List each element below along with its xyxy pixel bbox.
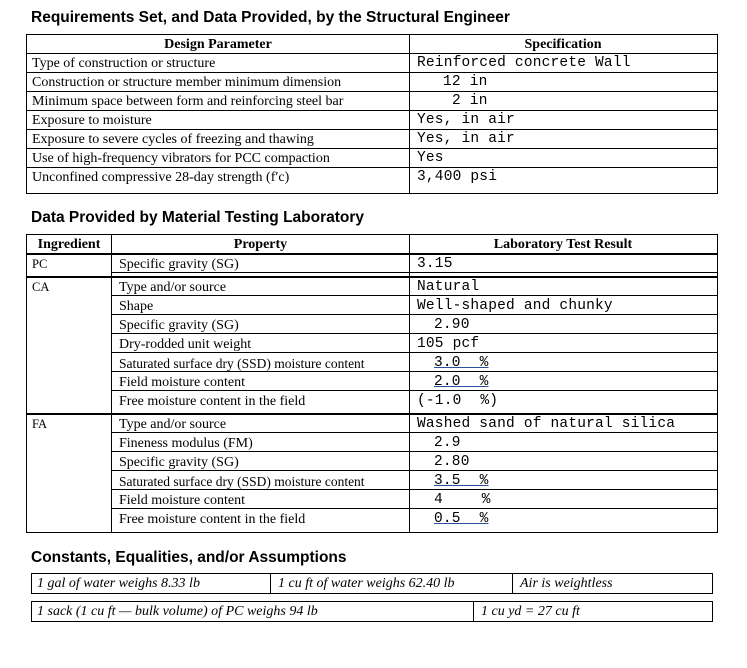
property-label: Specific gravity (SG) — [119, 257, 239, 272]
spec-value: Yes, in air — [417, 131, 515, 147]
spec-value: 3,400 psi — [417, 169, 498, 185]
property-label: Fineness modulus (FM) — [119, 436, 253, 451]
property-label: Free moisture content in the field — [119, 394, 306, 409]
param-label: Exposure to moisture — [32, 113, 152, 128]
result-value: Natural — [417, 279, 480, 295]
constant-cuft-water: 1 cu ft of water weighs 62.40 lb — [278, 576, 455, 591]
result-value: 0.5 % — [434, 511, 489, 527]
result-value: 2.9 — [434, 435, 461, 451]
spec-value: Yes — [417, 150, 444, 166]
property-label: Specific gravity (SG) — [119, 455, 239, 470]
property-label: Shape — [119, 299, 154, 314]
property-label: Saturated surface dry (SSD) moisture content — [119, 474, 365, 489]
property-label: Field moisture content — [119, 375, 245, 390]
property-label: Free moisture content in the field — [119, 512, 306, 527]
param-label: Construction or structure member minimum dimension — [32, 75, 342, 90]
result-value: 2.90 — [434, 317, 470, 333]
param-label: Unconfined compressive 28-day strength (f′c) — [32, 170, 290, 185]
section2-heading: Data Provided by Material Testing Laboratory — [31, 209, 365, 226]
spec-value: 12 in — [443, 74, 488, 90]
spec-value: Reinforced concrete Wall — [417, 55, 631, 71]
param-label: Use of high-frequency vibrators for PCC compaction — [32, 151, 330, 166]
property-label: Type and/or source — [119, 280, 227, 295]
col-property: Property — [233, 237, 288, 252]
constant-sack-pc: 1 sack (1 cu ft — bulk volume) of PC weighs 94 lb — [37, 604, 318, 619]
col-lab-result: Laboratory Test Result — [493, 237, 633, 252]
property-label: Specific gravity (SG) — [119, 318, 239, 333]
property-label: Dry-rodded unit weight — [119, 337, 252, 352]
col-design-parameter: Design Parameter — [164, 37, 272, 52]
param-label: Exposure to severe cycles of freezing and thawing — [32, 132, 314, 147]
constant-cuyd: 1 cu yd = 27 cu ft — [481, 604, 580, 619]
section3-heading: Constants, Equalities, and/or Assumptions — [31, 549, 347, 566]
result-value: 2.0 % — [434, 374, 489, 390]
constants-line-1 — [31, 573, 713, 594]
constants-line-2 — [31, 601, 713, 622]
ingredient-fa: FA — [32, 417, 48, 431]
result-value: (-1.0 %) — [417, 393, 499, 409]
result-value: 105 pcf — [417, 336, 480, 352]
result-value: 3.0 % — [434, 355, 489, 371]
constant-gal-water: 1 gal of water weighs 8.33 lb — [37, 576, 200, 591]
result-value: Well-shaped and chunky — [417, 298, 613, 314]
param-label: Minimum space between form and reinforcing steel bar — [32, 94, 344, 109]
constant-air: Air is weightless — [520, 576, 613, 591]
property-label: Saturated surface dry (SSD) moisture content — [119, 356, 365, 371]
spec-value: 2 in — [452, 93, 488, 109]
property-label: Field moisture content — [119, 493, 245, 508]
result-value: 2.80 — [434, 454, 470, 470]
section1-heading: Requirements Set, and Data Provided, by the Structural Engineer — [31, 9, 510, 26]
param-label: Type of construction or structure — [32, 56, 216, 71]
lab-results-table — [26, 234, 718, 533]
requirements-table — [26, 34, 718, 194]
result-value: Washed sand of natural silica — [417, 416, 676, 432]
col-ingredient: Ingredient — [37, 237, 101, 252]
ingredient-ca: CA — [32, 280, 50, 294]
ingredient-pc: PC — [32, 257, 48, 271]
result-value: 4 % — [434, 492, 491, 508]
result-value: 3.5 % — [434, 473, 489, 489]
spec-value: Yes, in air — [417, 112, 515, 128]
result-value: 3.15 — [417, 256, 453, 272]
property-label: Type and/or source — [119, 417, 227, 432]
col-specification: Specification — [524, 37, 602, 52]
